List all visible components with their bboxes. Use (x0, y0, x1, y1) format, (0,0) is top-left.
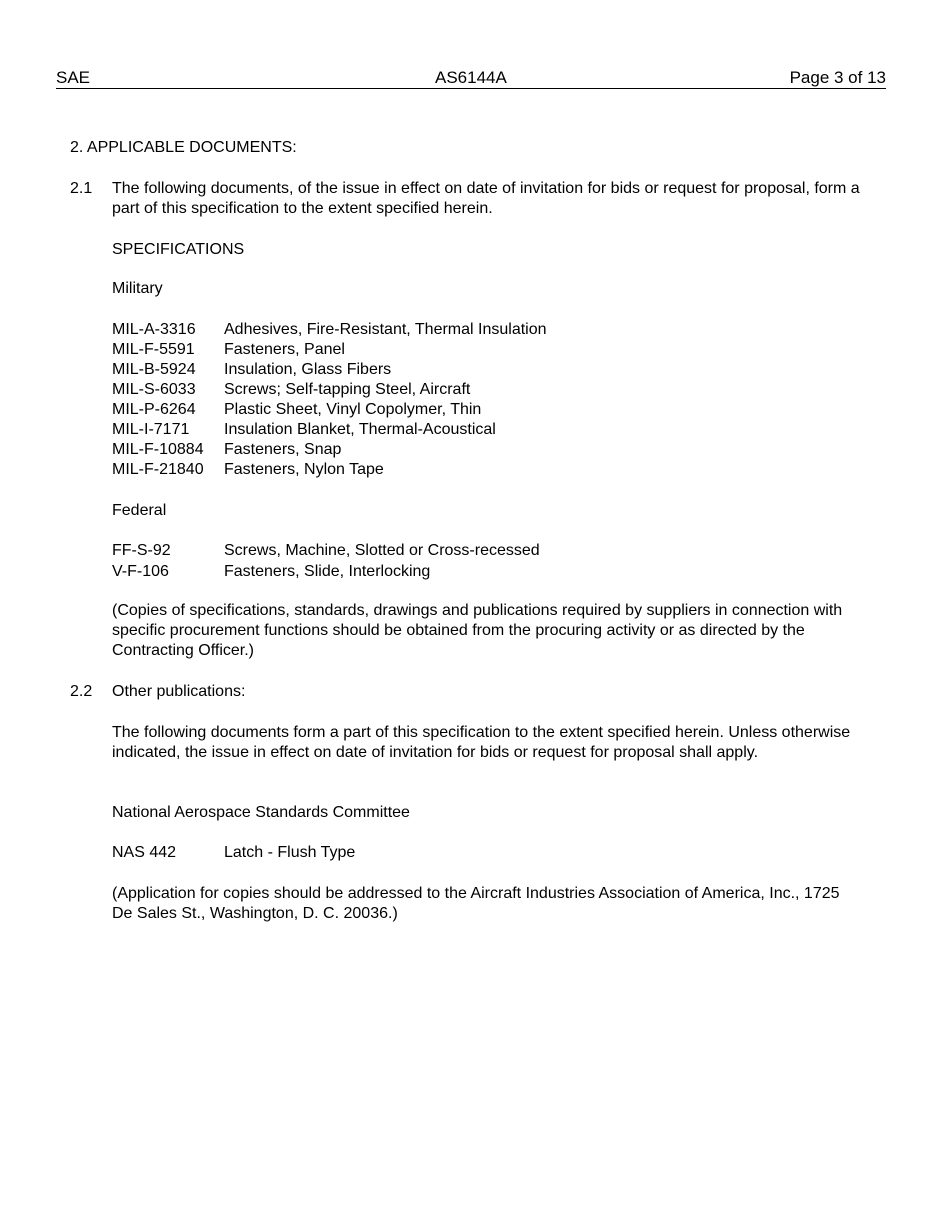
spec-title: Fasteners, Nylon Tape (224, 461, 384, 478)
spec-code: MIL-S-6033 (112, 381, 196, 398)
spec-code: FF-S-92 (112, 542, 171, 559)
spec-code: MIL-F-10884 (112, 441, 204, 458)
spec-code: MIL-F-5591 (112, 341, 195, 358)
header-org: SAE (56, 68, 91, 87)
military-label: Military (112, 280, 163, 297)
spec-title: Fasteners, Slide, Interlocking (224, 563, 431, 580)
section-2-2-text: The following documents form a part of this specification to the extent specified herein. Unless otherwise indicated, the issue in effect on date of invitation for bids or request for proposal shall apply. (112, 724, 851, 761)
nas-code: NAS 442 (112, 844, 177, 861)
spec-title: Adhesives, Fire-Resistant, Thermal Insulation (224, 321, 547, 338)
spec-code: MIL-B-5924 (112, 361, 196, 378)
spec-title: Screws, Machine, Slotted or Cross-recessed (224, 542, 540, 559)
section-2-1-number: 2.1 (70, 180, 93, 197)
nas-committee-label: National Aerospace Standards Committee (112, 804, 410, 821)
federal-label: Federal (112, 502, 167, 519)
header-doc-number: AS6144A (435, 68, 507, 87)
page-header (56, 68, 886, 89)
section-2-2-title: Other publications: (112, 683, 246, 700)
header-page-number: Page 3 of 13 (789, 68, 886, 87)
spec-code: MIL-P-6264 (112, 401, 196, 418)
specifications-copies-note: (Copies of specifications, standards, drawings and publications required by suppliers in connection with specific procurement functions should be obtained from the procuring activity or as directed by the Contracting Officer.) (112, 602, 843, 659)
spec-title: Fasteners, Snap (224, 441, 342, 458)
spec-code: V-F-106 (112, 563, 169, 580)
spec-title: Plastic Sheet, Vinyl Copolymer, Thin (224, 401, 482, 418)
section-2-2-number: 2.2 (70, 683, 93, 700)
spec-title: Insulation, Glass Fibers (224, 361, 392, 378)
specifications-label: SPECIFICATIONS (112, 241, 245, 258)
section-2-1-text: The following documents, of the issue in effect on date of invitation for bids or request for proposal, form a part of this specification to the extent specified herein. (112, 180, 860, 217)
spec-code: MIL-F-21840 (112, 461, 204, 478)
nas-title: Latch - Flush Type (224, 844, 356, 861)
spec-code: MIL-A-3316 (112, 321, 196, 338)
spec-title: Insulation Blanket, Thermal-Acoustical (224, 421, 496, 438)
spec-title: Fasteners, Panel (224, 341, 345, 358)
spec-title: Screws; Self-tapping Steel, Aircraft (224, 381, 471, 398)
nas-copies-note: (Application for copies should be addressed to the Aircraft Industries Association of America, Inc., 1725 De Sales St., Washington, D. C. 20036.) (112, 885, 840, 922)
section-2-heading: 2. APPLICABLE DOCUMENTS: (70, 139, 297, 156)
spec-code: MIL-I-7171 (112, 421, 190, 438)
